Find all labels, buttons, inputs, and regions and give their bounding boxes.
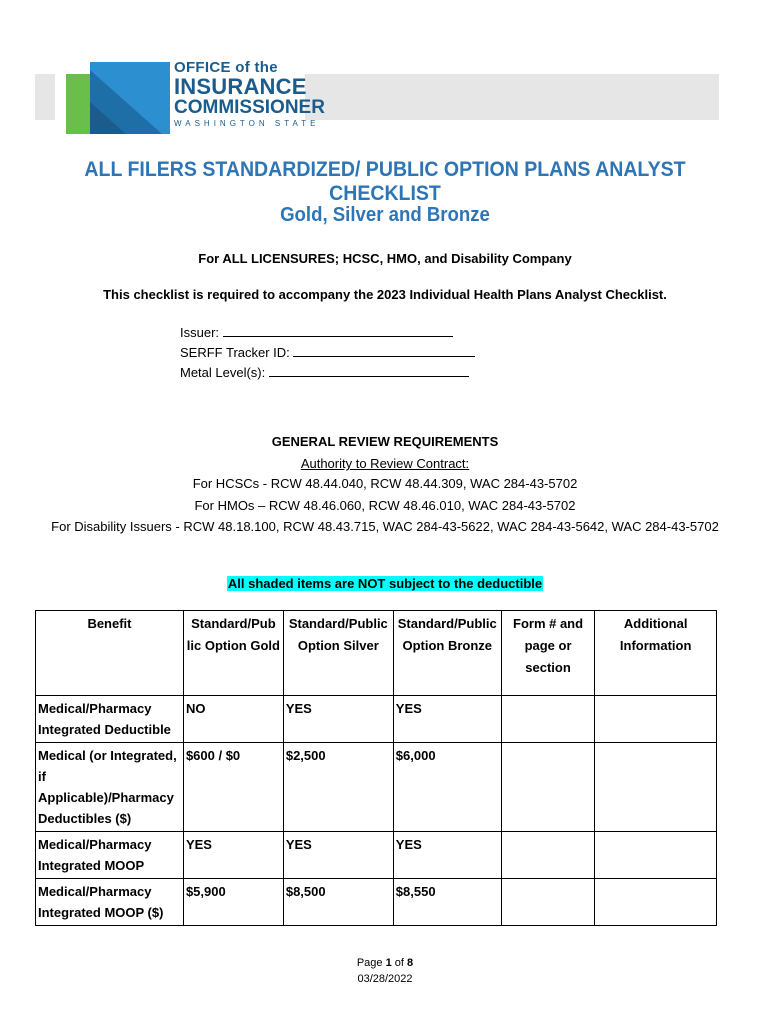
cell-bronze: $6,000 (393, 743, 501, 832)
cell-info[interactable] (595, 832, 717, 879)
cell-benefit: Medical/Pharmacy Integrated Deductible (36, 696, 184, 743)
oic-logo-mark-icon (66, 60, 172, 136)
cell-bronze: $8,550 (393, 879, 501, 926)
cell-benefit: Medical/Pharmacy Integrated MOOP (36, 832, 184, 879)
cell-gold: YES (183, 832, 283, 879)
page-number (0, 955, 770, 971)
page-current: 1 (385, 957, 392, 969)
authority-hmo: For HMOs – RCW 48.46.060, RCW 48.46.010, WAC 284-43-5702 (194, 498, 576, 513)
header-info: Additional Information (595, 611, 717, 696)
authority-hcsc: For HCSCs - RCW 48.44.040, RCW 48.44.309, WAC 284-43-5702 (192, 476, 578, 491)
issuer-label: Issuer: (180, 325, 220, 340)
header-benefit: Benefit (36, 611, 184, 696)
issuer-blank[interactable] (223, 324, 453, 337)
cell-info[interactable] (595, 696, 717, 743)
cell-form[interactable] (501, 832, 595, 879)
shaded-note (0, 575, 770, 593)
authority-heading: Authority to Review Contract: (300, 456, 470, 471)
logo-line-2: INSURANCE (174, 74, 307, 99)
authority-disability: For Disability Issuers - RCW 48.18.100, RCW 48.43.715, WAC 284-43-5622, WAC 284-43-5642, WAC 284-43-5702 (51, 519, 719, 534)
cell-gold: NO (183, 696, 283, 743)
general-review-heading: GENERAL REVIEW REQUIREMENTS (271, 434, 499, 449)
serff-label: SERFF Tracker ID: (180, 345, 290, 360)
table-row (36, 832, 717, 879)
cell-gold: $5,900 (183, 879, 283, 926)
oic-logo-text (174, 60, 325, 130)
oic-logo (66, 59, 325, 136)
table-row (36, 879, 717, 926)
cell-bronze: YES (393, 832, 501, 879)
shaded-note-text: All shaded items are NOT subject to the deductible (227, 576, 543, 591)
logo-line-4: WASHINGTON STATE (174, 119, 320, 128)
page-prefix: Page (356, 957, 383, 969)
page-total: 8 (407, 957, 414, 969)
metal-blank[interactable] (269, 364, 469, 377)
filer-fields (180, 323, 475, 383)
page-of: of (394, 957, 404, 969)
cell-silver: $2,500 (283, 743, 393, 832)
metal-label: Metal Level(s): (180, 365, 266, 380)
document-subtitle: Gold, Silver and Bronze (280, 204, 490, 226)
cell-info[interactable] (595, 743, 717, 832)
serff-row (180, 343, 475, 363)
header-bronze: Standard/Public Option Bronze (393, 611, 501, 696)
table-row (36, 743, 717, 832)
logo-line-1: OFFICE of the (174, 59, 278, 76)
header-form: Form # and page or section (501, 611, 595, 696)
table-row (36, 696, 717, 743)
metal-row (180, 363, 475, 383)
header-silver: Standard/Public Option Silver (283, 611, 393, 696)
licensures-line: For ALL LICENSURES; HCSC, HMO, and Disability Company (198, 251, 572, 266)
cell-form[interactable] (501, 879, 595, 926)
header-gold: Standard/Pub lic Option Gold (183, 611, 283, 696)
cell-info[interactable] (595, 879, 717, 926)
cell-silver: $8,500 (283, 879, 393, 926)
cell-silver: YES (283, 832, 393, 879)
required-line: This checklist is required to accompany the 2023 Individual Health Plans Analyst Checklist. (103, 287, 667, 302)
document-title: ALL FILERS STANDARDIZED/ PUBLIC OPTION PLANS ANALYST CHECKLIST (84, 158, 686, 205)
footer-date: 03/28/2022 (357, 973, 413, 985)
cell-benefit: Medical/Pharmacy Integrated MOOP ($) (36, 879, 184, 926)
page-footer (0, 955, 770, 987)
cell-form[interactable] (501, 696, 595, 743)
cell-gold: $600 / $0 (183, 743, 283, 832)
cell-benefit: Medical (or Integrated, if Applicable)/Pharmacy Deductibles ($) (36, 743, 184, 832)
cell-bronze: YES (393, 696, 501, 743)
table-header-row (36, 611, 717, 696)
serff-blank[interactable] (293, 344, 475, 357)
benefits-table (35, 610, 717, 926)
cell-form[interactable] (501, 743, 595, 832)
logo-line-3: COMMISSIONER (174, 97, 325, 118)
issuer-row (180, 323, 475, 343)
cell-silver: YES (283, 696, 393, 743)
